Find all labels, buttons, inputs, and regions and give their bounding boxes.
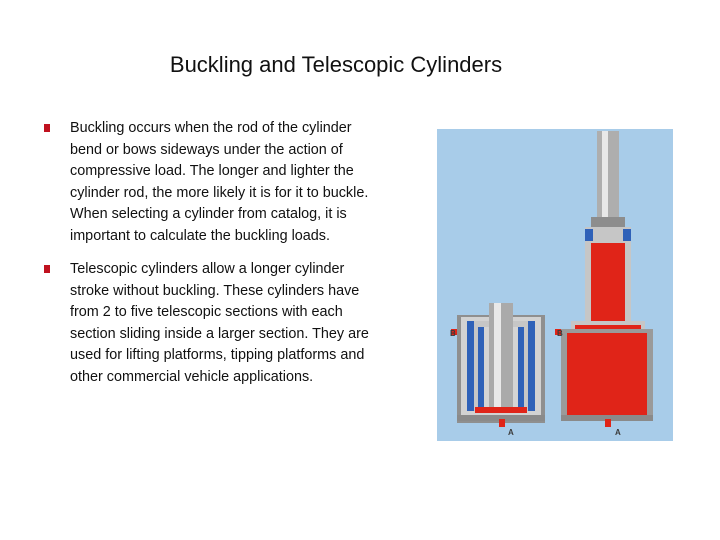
bullet-list bbox=[42, 118, 377, 400]
bullet-buckling bbox=[42, 118, 377, 247]
bullet-text: Buckling occurs when the rod of the cylinder bend or bows sideways under the action of compressive load. The longer and lighter the cylinder rod, the more likely it is for it to buckle. When selecting a cylinder from catalog, it is important to calculate the buckling loads. bbox=[70, 120, 369, 244]
telescopic-cylinder-diagram bbox=[437, 129, 673, 441]
right-port-a-label: A bbox=[615, 428, 621, 437]
cylinder-illustration bbox=[437, 129, 673, 441]
left-port-b-label: B bbox=[450, 329, 456, 338]
right-port-b-label: B bbox=[557, 329, 563, 338]
left-port-a-label: A bbox=[508, 428, 514, 437]
bullet-square-icon bbox=[44, 124, 50, 132]
slide-title: Buckling and Telescopic Cylinders bbox=[169, 52, 503, 77]
bullet-text: Telescopic cylinders allow a longer cylinder stroke without buckling. These cylinders have from 2 to five telescopic sections with each section sliding inside a larger section. They are used for lifting platforms, tipping platforms and other commercial vehicle applications. bbox=[70, 261, 369, 385]
retracted-cylinder bbox=[451, 303, 545, 427]
bullet-square-icon bbox=[44, 265, 50, 273]
bullet-telescopic bbox=[42, 259, 377, 388]
